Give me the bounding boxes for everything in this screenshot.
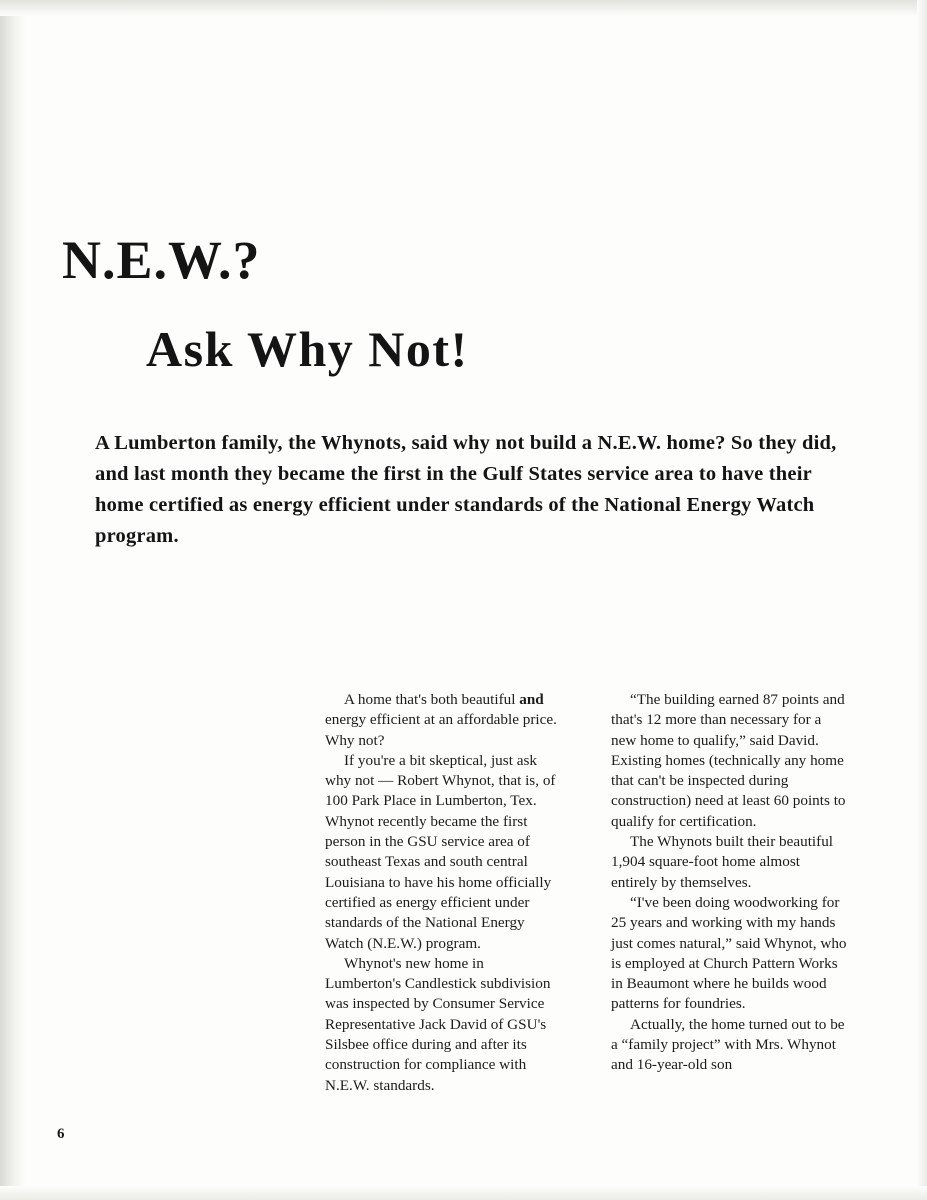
- paragraph: [325, 690, 563, 751]
- paragraph: The Whynots built their beautiful 1,904 square-foot home almost entirely by themselves.: [611, 833, 834, 891]
- scan-edge-bottom: [0, 1186, 927, 1200]
- body-column-right: [611, 690, 849, 1096]
- paragraph-text-cont: energy efficient at an affordable price. Why not?: [325, 711, 557, 749]
- paragraph: Whynot's new home in Lumberton's Candlestick subdivision was inspected by Consumer Service Representative Jack David of GSU's Silsbee office during and after its construction for compliance with N.E.W. standards.: [325, 954, 551, 1094]
- scan-edge-right: [917, 0, 927, 1200]
- paragraph: “I've been doing woodworking for 25 years and working with my hands just comes natural,” said Whynot, who is employed at Church Pattern Works in Beaumont where he builds wood patterns for foundries.: [611, 893, 847, 1013]
- paragraph: Actually, the home turned out to be a “family project” with Mrs. Whynot and 16-year-old son: [611, 1015, 845, 1074]
- emphasis-and: and: [519, 691, 544, 708]
- body-column-left: [325, 690, 563, 1096]
- scan-edge-top: [0, 0, 927, 16]
- page-number: 6: [57, 1126, 65, 1142]
- paragraph: “The building earned 87 points and that's 12 more than necessary for a new home to qualify,” said David. Existing homes (technically any home that can't be inspected during construction) need at least 60 points to qualify for certification.: [611, 691, 846, 830]
- paragraph-text: A home that's both beautiful: [344, 691, 520, 708]
- article-body: [325, 690, 850, 1096]
- article-deck: A Lumberton family, the Whynots, said why not build a N.E.W. home? So they did, and last month they became the first in the Gulf States service area to have their home certified as energy efficient under standards of the National Energy Watch program.: [95, 432, 837, 547]
- paragraph: If you're a bit skeptical, just ask why not — Robert Whynot, that is, of 100 Park Place in Lumberton, Tex. Whynot recently became the first person in the GSU service area of southeast Texas and south central Louisiana to have his home officially certified as energy efficient under standards of the National Energy Watch (N.E.W.) program.: [325, 751, 556, 952]
- headline-line-2: Ask Why Not!: [146, 321, 469, 377]
- headline-line-1: N.E.W.?: [62, 230, 261, 290]
- scan-edge-left: [0, 0, 26, 1200]
